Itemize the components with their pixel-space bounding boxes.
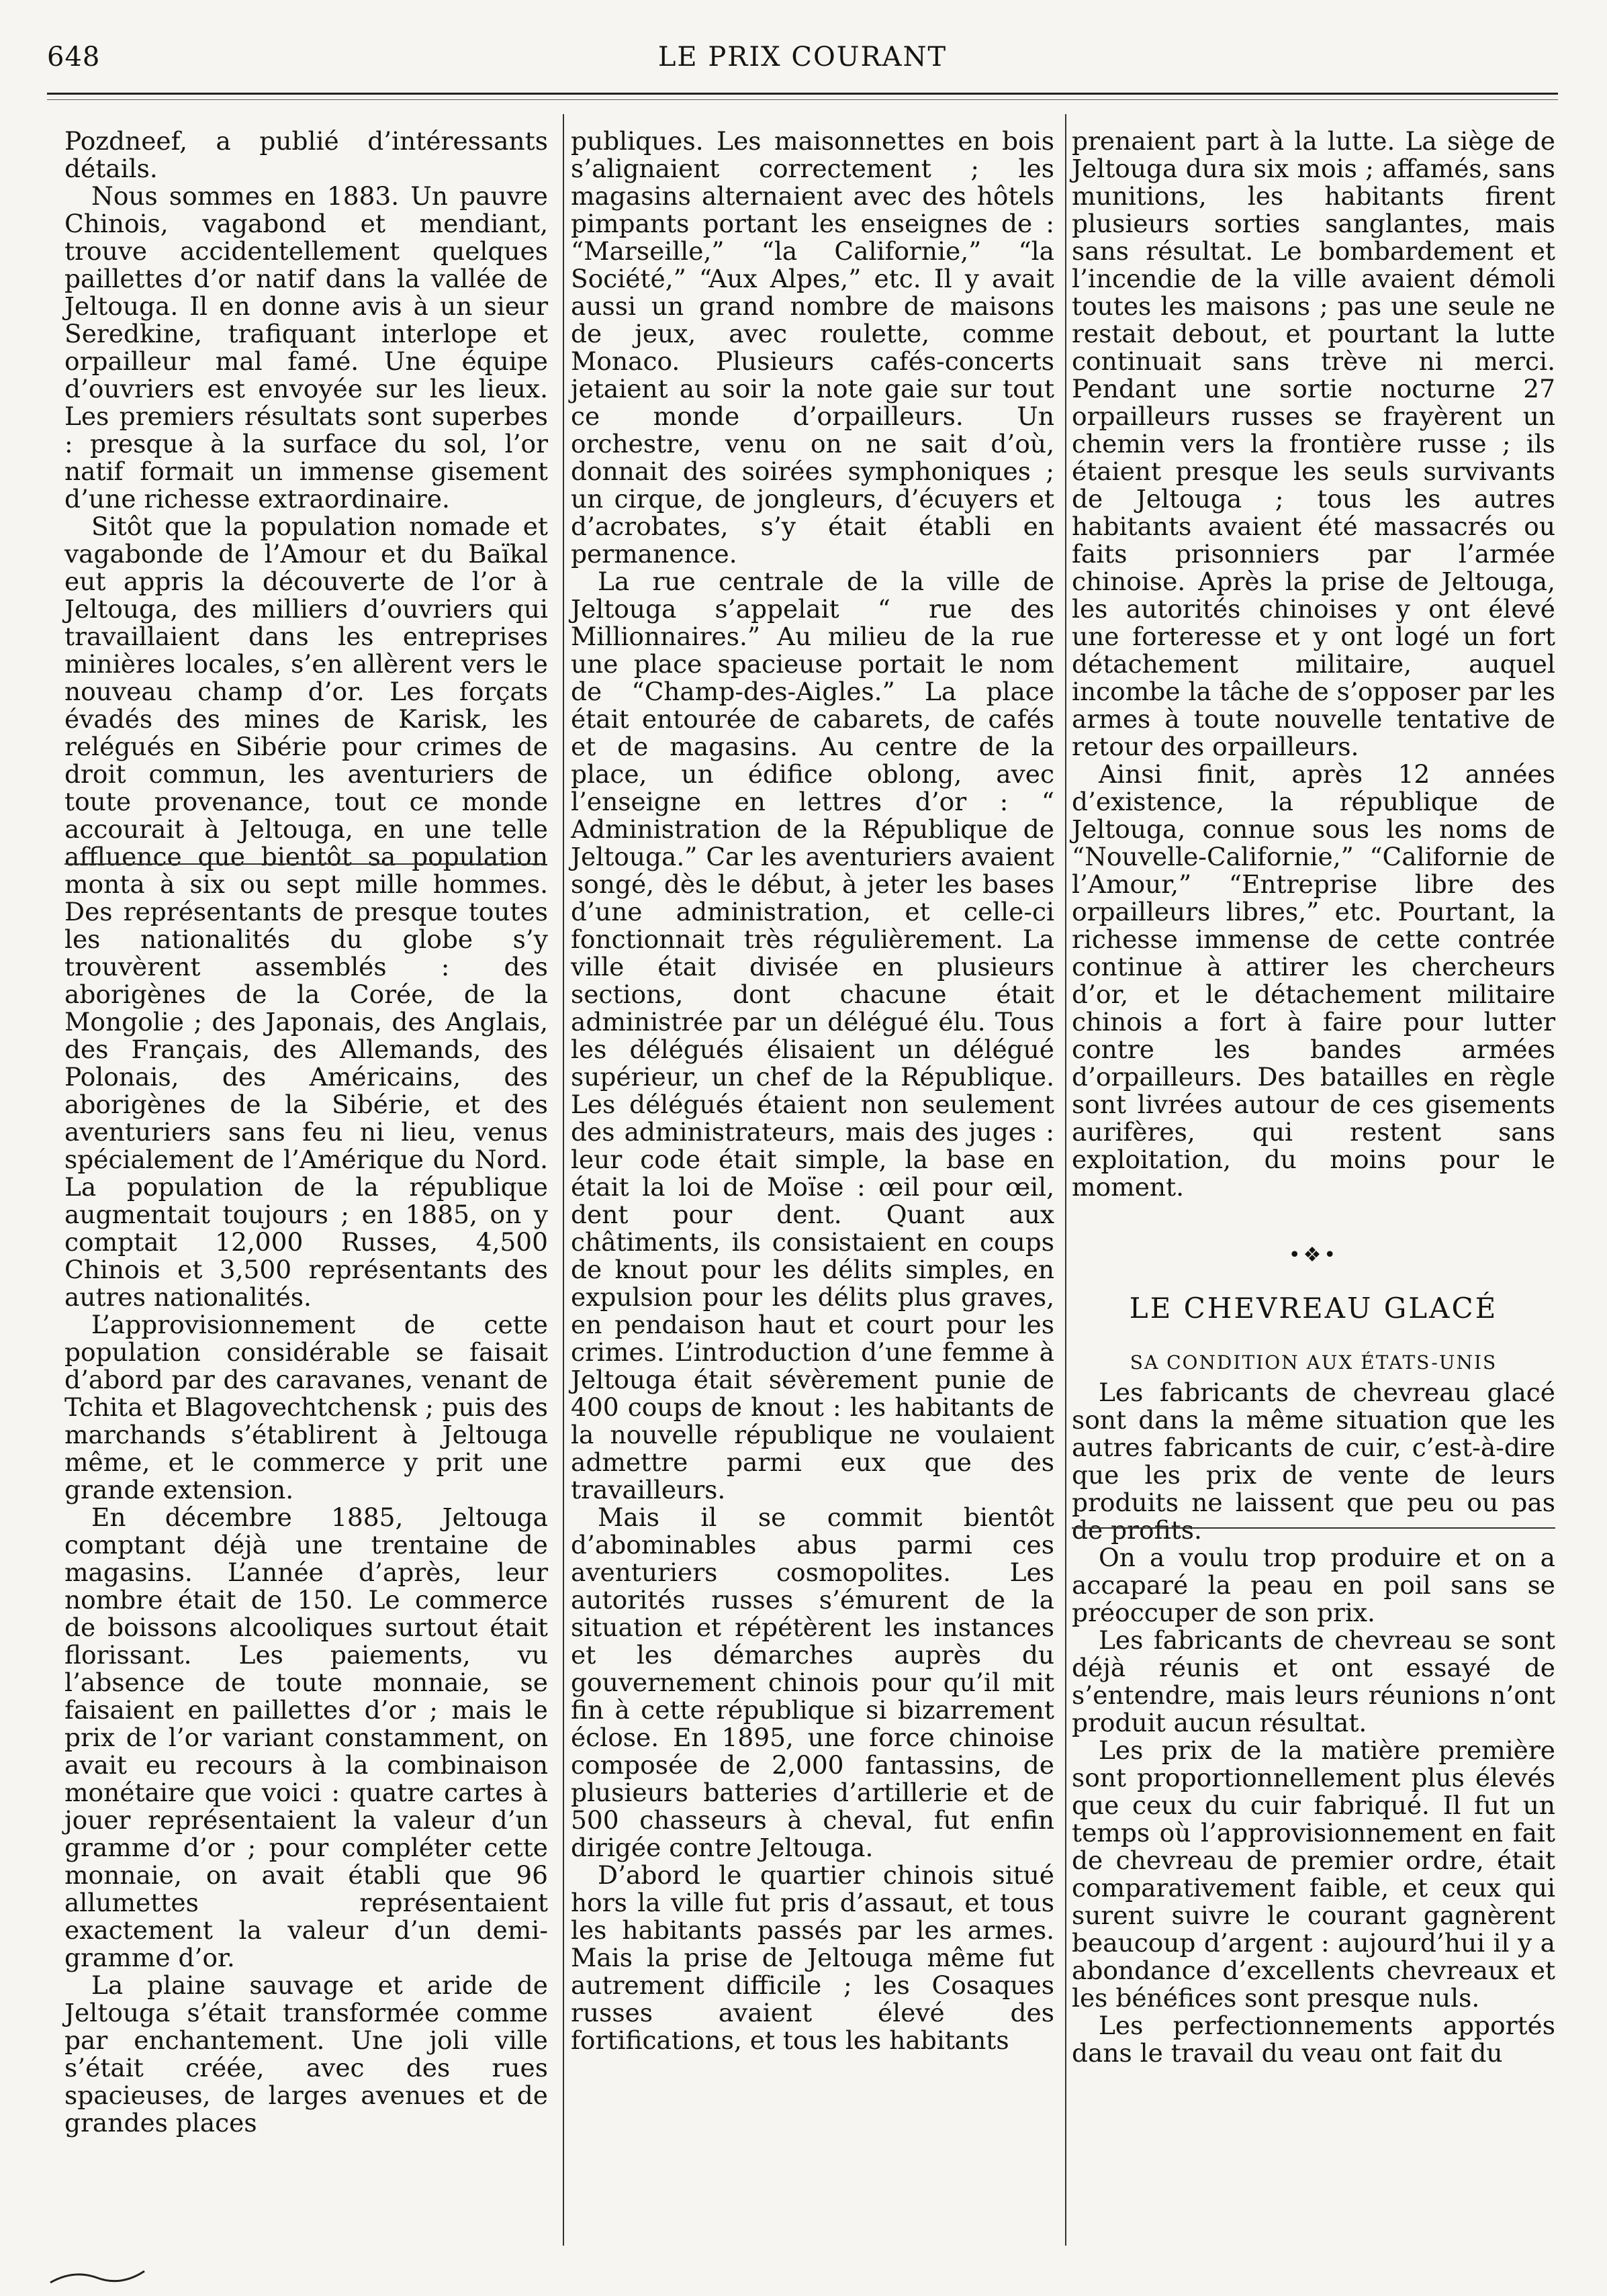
paragraph: prenaient part à la lutte. La siège de Jeltouga dura six mois ; affamés, sans munitions, les habitants firent plusieurs sorties sanglantes, mais sans résultat. Le bombardement et l’incendie de la ville avaient démoli toutes les maisons ; pas une seule ne restait debout, et pourtant la lutte continuait sans trève ni merci. Pendant une sortie nocturne 27 orpailleurs russes se frayèrent un chemin vers la frontière russe ; ils étaient presque les seuls survivants de Jeltouga ; tous les autres habitants avaient été massacrés ou faits prisonniers par l’armée chinoise. Après la prise de Jeltouga, les autorités chinoises y ont élevé une forteresse et y ont logé un fort détachement militaire, auquel incombe la tâche de s’opposer par les armes à toute nouvelle tentative de retour des orpailleurs. bbox=[1072, 126, 1555, 761]
paragraph: D’abord le quartier chinois situé hors la ville fut pris d’assaut, et tous les habitants passés par les armes. Mais la prise de Jeltouga même fut autrement difficile ; les Cosaques russes avaient élevé des fortifications, et tous les habitants bbox=[571, 1860, 1054, 2055]
flourish-ornament bbox=[47, 2266, 148, 2286]
paragraph: La rue centrale de la ville de Jeltouga s’appelait “ rue des Millionnaires.” Au milieu de la rue une place spacieuse portait le nom de “Champ-des-Aigles.” La place était entourée de cabarets, de cafés et de magasins. Au centre de la place, un édifice oblong, avec l’enseigne en lettres d’or : “ Administration de la République de Jeltouga.” Car les aventuriers avaient songé, dès le début, à jeter les bases d’une administration, et celle-ci fonctionnait très régulièrement. La ville était divisée en plusieurs sections, dont chacune était administrée par un délégué élu. Tous les délégués élisaient un délégué supérieur, un chef de la République. Les délégués étaient non seulement des administrateurs, mais des juges : leur code était simple, la base en était la loi de Moïse : œil pour œil, dent pour dent. Quant aux châtiments, ils consistaient en coups de knout pour les délits simples, en expulsion pour les délits plus graves, en pendaison haut et court pour les crimes. L’introduction d’une femme à Jeltouga était sévèrement punie de 400 coups de knout : les habitants de la nouvelle république ne voulaient admettre parmi eux que des travailleurs. bbox=[571, 567, 1054, 1504]
paragraph: Sitôt que la population nomade et vagabonde de l’Amour et du Baïkal eut appris la découverte de l’or à Jeltouga, des milliers d’ouvriers qui travaillaient dans les entreprises minières locales, s’en allèrent vers le nouveau champ d’or. Les forçats évadés des mines de Karisk, les relégués en Sibérie pour crimes de droit commun, les aventuriers de toute provenance, tout ce monde accourait à Jeltouga, en une telle affluence que bientôt sa population monta à six ou sept mille hommes. Des représentants de presque toutes les nationalités du globe s’y trouvèrent assemblés : des aborigènes de la Corée, de la Mongolie ; des Japonais, des Anglais, des Français, des Allemands, des Polonais, des Américains, des aborigènes de la Sibérie, et des aventuriers sans feu ni lieu, venus spécialement de l’Amérique du Nord. La population de la république augmentait toujours ; en 1885, on y comptait 12,000 Russes, 4,500 Chinois et 3,500 représentants des autres nationalités. bbox=[64, 512, 548, 1312]
paragraph: Les fabricants de chevreau se sont déjà réunis et ont essayé de s’entendre, mais leurs réunions n’ont produit aucun résultat. bbox=[1072, 1625, 1555, 1737]
article-title: LE CHEVREAU GLACÉ bbox=[1129, 1292, 1498, 1325]
page-number: 648 bbox=[47, 42, 101, 73]
header-rule-thin bbox=[47, 99, 1558, 100]
page-header bbox=[47, 42, 1558, 89]
column-3-top-text bbox=[1072, 128, 1555, 1201]
running-title: LE PRIX COURANT bbox=[657, 42, 948, 73]
paragraph: On a voulu trop produire et on a accaparé la peau en poil sans se préoccuper de son prix. bbox=[1072, 1543, 1555, 1627]
paragraph: L’approvisionnement de cette population considérable se faisait d’abord par des caravanes, venant de Tchita et Blagovechtchensk ; puis des marchands s’établirent à Jeltouga même, et le commerce y prit une grande extension. bbox=[64, 1310, 548, 1504]
column-2 bbox=[571, 128, 1054, 2054]
paragraph: publiques. Les maisonnettes en bois s’alignaient correctement ; les magasins alternaient avec des hôtels pimpants portant les enseignes de : “Marseille,” “la Californie,” “la Société,” “Aux Alpes,” etc. Il y avait aussi un grand nombre de maisons de jeux, avec roulette, comme Monaco. Plusieurs cafés-concerts jetaient au soir la note gaie sur tout ce monde d’orpailleurs. Un orchestre, venu on ne sait d’où, donnait des soirées symphoniques ; un cirque, de jongleurs, d’écuyers et d’acrobates, s’y était établi en permanence. bbox=[571, 126, 1054, 569]
paragraph: Les fabricants de chevreau glacé sont dans la même situation que les autres fabricants de cuir, c’est-à-dire que les prix de vente de leurs produits ne laissent que peu ou pas de profits. bbox=[1072, 1378, 1555, 1545]
column-divider-1 bbox=[563, 114, 564, 2246]
print-fold-line-2 bbox=[1072, 1527, 1555, 1529]
print-fold-line-1 bbox=[64, 863, 545, 865]
paragraph: Mais il se commit bientôt d’abominables abus parmi ces aventuriers cosmopolites. Les autorités russes s’émurent de la situation et répétèrent les instances et les démarches auprès du gouvernement chinois pour qu’il mit fin à cette république si bizarrement éclose. En 1895, une force chinoise composée de 2,000 fantassins, de plusieurs batteries d’artillerie et de 500 chasseurs à cheval, fut enfin dirigée contre Jeltouga. bbox=[571, 1502, 1054, 1862]
article-subtitle: SA CONDITION AUX ÉTATS-UNIS bbox=[1130, 1351, 1498, 1374]
column-3 bbox=[1072, 128, 1555, 2067]
column-divider-2 bbox=[1065, 114, 1066, 2246]
paragraph: Les prix de la matière première sont proportionnellement plus élevés que ceux du cuir fabriqué. Il fut un temps où l’approvisionnement en fait de chevreau de premier ordre, était comparativement faible, et ceux qui surent suivre le courant gagnèrent beaucoup d’argent : aujourd’hui il y a abondance d’excellents chevreaux et les bénéfices sont presque nuls. bbox=[1072, 1735, 1555, 2013]
column-1 bbox=[64, 128, 548, 2137]
paragraph: Pozdneef, a publié d’intéressants détails. bbox=[64, 126, 548, 183]
paragraph: Ainsi finit, après 12 années d’existence, la république de Jeltouga, connue sous les noms de “Nouvelle-Californie,” “Californie de l’Amour,” “Entreprise libre des orpailleurs libres,” etc. Pourtant, la richesse immense de cette contrée continue à attirer les chercheurs d’or, et le détachement militaire chinois a fort à faire pour lutter contre les bandes armées d’orpailleurs. Des batailles en règle sont livrées autour de ces gisements aurifères, qui restent sans exploitation, du moins pour le moment. bbox=[1072, 759, 1555, 1202]
header-rule bbox=[47, 93, 1558, 95]
paragraph: En décembre 1885, Jeltouga comptant déjà une trentaine de magasins. L’année d’après, leur nombre était de 150. Le commerce de boissons alcooliques surtout était florissant. Les paiements, vu l’absence de toute monnaie, se faisaient en paillettes d’or ; mais le prix de l’or variant constamment, on avait eu recours à la combinaison monétaire que voici : quatre cartes à jouer représentaient la valeur d’un gramme d’or ; pour compléter cette monnaie, on avait établi que 96 allumettes représentaient exactement la valeur d’un demi-gramme d’or. bbox=[64, 1502, 548, 1972]
paragraph: Nous sommes en 1883. Un pauvre Chinois, vagabond et mendiant, trouve accidentellement quelques paillettes d’or natif dans la vallée de Jeltouga. Il en donne avis à un sieur Seredkine, trafiquant interlope et orpailleur mal famé. Une équipe d’ouvriers est envoyée sur les lieux. Les premiers résultats sont superbes : presque à la surface du sol, l’or natif formait un immense gisement d’une richesse extraordinaire. bbox=[64, 181, 548, 514]
paragraph: La plaine sauvage et aride de Jeltouga s’était transformée comme par enchantement. Une joli ville s’était créée, avec des rues spacieuses, de larges avenues et de grandes places bbox=[64, 1970, 548, 2138]
section-ornament: •❖• bbox=[1288, 1243, 1339, 1267]
paragraph: Les perfectionnements apportés dans le travail du veau ont fait du bbox=[1072, 2011, 1555, 2068]
column-3-article-text bbox=[1072, 1379, 1555, 2067]
